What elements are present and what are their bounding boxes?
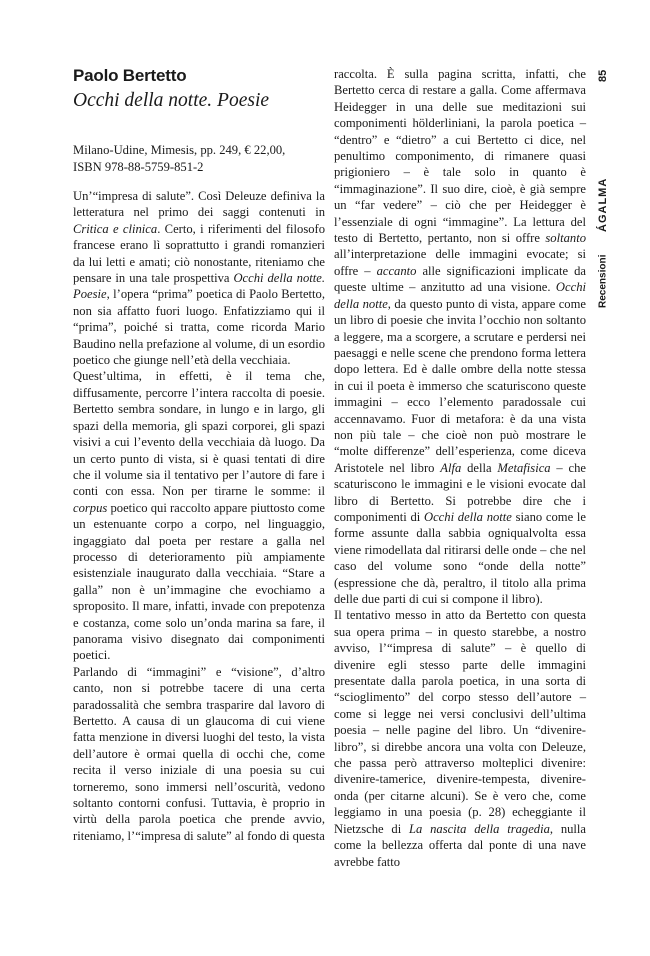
- text-run: alle significazioni implicate da queste ultime – anzitutto ad una visione.: [334, 263, 586, 295]
- right-text-column: [334, 66, 586, 870]
- text-run: raccolta. È sulla pagina scritta, infatti, che Bertetto cerca di restare a galla. Come affermava Heidegger in una delle sue meditazioni sui componimenti hölderliniani, la parola poetica – “dentro” e “dietro” a cui Bertetto ci dice, nel penultimo componimento, di rimanere quasi prigioniero – è tale solo in quanto è “immaginazione”. Il suo dire, cioè, è già sempre un “far vedere” – ciò che per Heidegger è l’essenziale di ogni “immagine”. La lettura del testo di Bertetto, pertanto, non si offre: [334, 67, 586, 246]
- text-run: – che scaturiscono le immagini e le visioni evocate dal libro di Bertetto. Si potrebbe dire che i componimenti di: [334, 460, 587, 524]
- text-run: Quest’ultima, in effetti, è il tema che, diffusamente, percorre l’intera raccolta di poesie. Bertetto sembra sondare, in lungo e in largo, gli spazi della memoria, gli spazi corporei, gli spazi visivi a cui l’evento della vecchiaia dà luogo. Da un certo punto di vista, si è quasi tentati di dire che il volume sia il tentativo per l’autore di fare i conti con essa. Non per tirarne le somme: il: [73, 369, 325, 499]
- body-paragraph: [73, 368, 325, 663]
- text-run: siano come le forme assunte dalla sabbia ogniqualvolta essa viene rimodellata dal ritirarsi delle onde – che nel caso del volume sono “onde della notte” (espressione che dà, peraltro, il titolo alla prima delle due parti di cui si compone il libro).: [334, 509, 587, 606]
- italic-text: corpus: [73, 500, 108, 515]
- journal-name: ÁGALMA: [597, 177, 609, 233]
- section-name: Recensioni: [597, 254, 609, 308]
- italic-text: Critica e clinica: [73, 221, 158, 236]
- text-run: poetico qui raccolto appare piuttosto come un estenuante corpo a corpo, nel linguaggio, ingaggiato dal poeta per restare a galla nel processo di deterioramento più ampiamente esistenziale inaugurato dalla vecchiaia. “Stare a galla” non è un’immagine che evochiamo a sproposito. Il mare, infatti, invade con prepotenza e costanza, come solo un’onda marina sa fare, il panorama visivo disegnato dai componimenti poetici.: [73, 500, 325, 663]
- publication-info-line: Milano-Udine, Mimesis, pp. 249, € 22,00,: [73, 143, 286, 157]
- text-run: , nulla come la bellezza offerta dal ponte di una nave avrebbe fatto: [334, 821, 586, 869]
- text-run: . Certo, i riferimenti del filosofo francese erano lì soprattutto i grandi romanzieri da lui letti e amati; ciò nonostante, riteniamo che pensare in una tale prospettiva: [73, 221, 326, 286]
- italic-text: Occhi della notte. Poesie: [73, 271, 325, 302]
- text-run: all’interpretazione delle immagini evocate; si offre –: [334, 247, 586, 278]
- italic-text: Occhi della notte: [424, 509, 512, 524]
- italic-text: Alfa: [440, 460, 462, 475]
- review-author: Paolo Bertetto: [73, 66, 187, 85]
- text-run: della: [461, 460, 498, 475]
- italic-text: Metafisica: [497, 460, 551, 475]
- body-paragraph: [73, 188, 325, 368]
- left-text-column: [73, 188, 325, 844]
- running-head-sidebar: [592, 64, 614, 308]
- body-paragraph: [334, 607, 586, 870]
- text-run: Un’“impresa di salute”. Così Deleuze definiva la letteratura nel primo dei saggi contenuti in: [73, 189, 325, 220]
- isbn-line: ISBN 978-88-5759-851-2: [73, 160, 204, 174]
- body-paragraph: [334, 66, 586, 607]
- publication-info: [73, 142, 323, 176]
- body-paragraph: [73, 664, 325, 844]
- text-run: , l’opera “prima” poetica di Paolo Bertetto, non sia affatto fuori luogo. Enfatizziamo qui il “prima”, poiché si tratta, come ricorda Mario Baudino nella prefazione al volume, di un esordio poetico che giunge nell’età della vecchiaia.: [73, 287, 325, 368]
- italic-text: La nascita della tragedia: [409, 821, 550, 836]
- text-run: Parlando di “immagini” e “visione”, d’altro canto, non si potrebbe tacere di una certa paradossalità che sembra trasparire dal lavoro di Bertetto. A causa di un glaucoma di cui viene fatta menzione in diversi luoghi del testo, la vista dell’autore è ormai quella di occhi che, come recita il verso iniziale di una poesia su cui torneremo, sono immersi nell’oscurità, vedono soltanto contorni confusi. Tuttavia, è proprio in virtù della parola poetica che prende avvio, riteniamo, l’“impresa di salute” al fondo di questa: [73, 664, 325, 843]
- text-run: Il tentativo messo in atto da Bertetto con questa sua opera prima – in questo starebbe, a nostro avviso, l’“impresa di salute” – è quello di divenire egli stesso parte delle immagini presentate dalla parola poetica, in una sorta di “scioglimento” del corpo stesso dell’autore – come si legge nei versi conclusivi dell’ultima poesia – nelle pagine del libro. Un “divenire-libro”, si direbbe ancora una volta con Deleuze, che passa però attraverso molteplici divenire: divenire-tamerice, divenire-tempesta, divenire-onda (per citarne alcuni). Se è vero che, come leggiamo in una poesia (p. 28) echeggiante il Nietzsche di: [334, 608, 586, 836]
- page-number: 85: [597, 69, 609, 83]
- italic-text: accanto: [376, 263, 417, 278]
- italic-text: Occhi della notte: [334, 280, 586, 311]
- book-title: Occhi della notte. Poesie: [73, 90, 270, 111]
- text-run: , da questo punto di vista, appare come un libro di poesie che invita l’occhio non soltanto a leggere, ma a scorgere, a scrutare e perdersi nei paesaggi e nelle scene che prendono forma lettera dopo lettera. Ed è dalle ombre della notte stessa in cui il poeta è immerso che scaturiscono queste immagini – ecco l’elemento paradossale cui accennavamo. Fuor di metafora: è da una vista non più tale – che cioè non può mostrare le “molte differenze” dell’esperienza, come diceva Aristotele nel libro: [334, 296, 586, 475]
- italic-text: soltanto: [545, 231, 586, 246]
